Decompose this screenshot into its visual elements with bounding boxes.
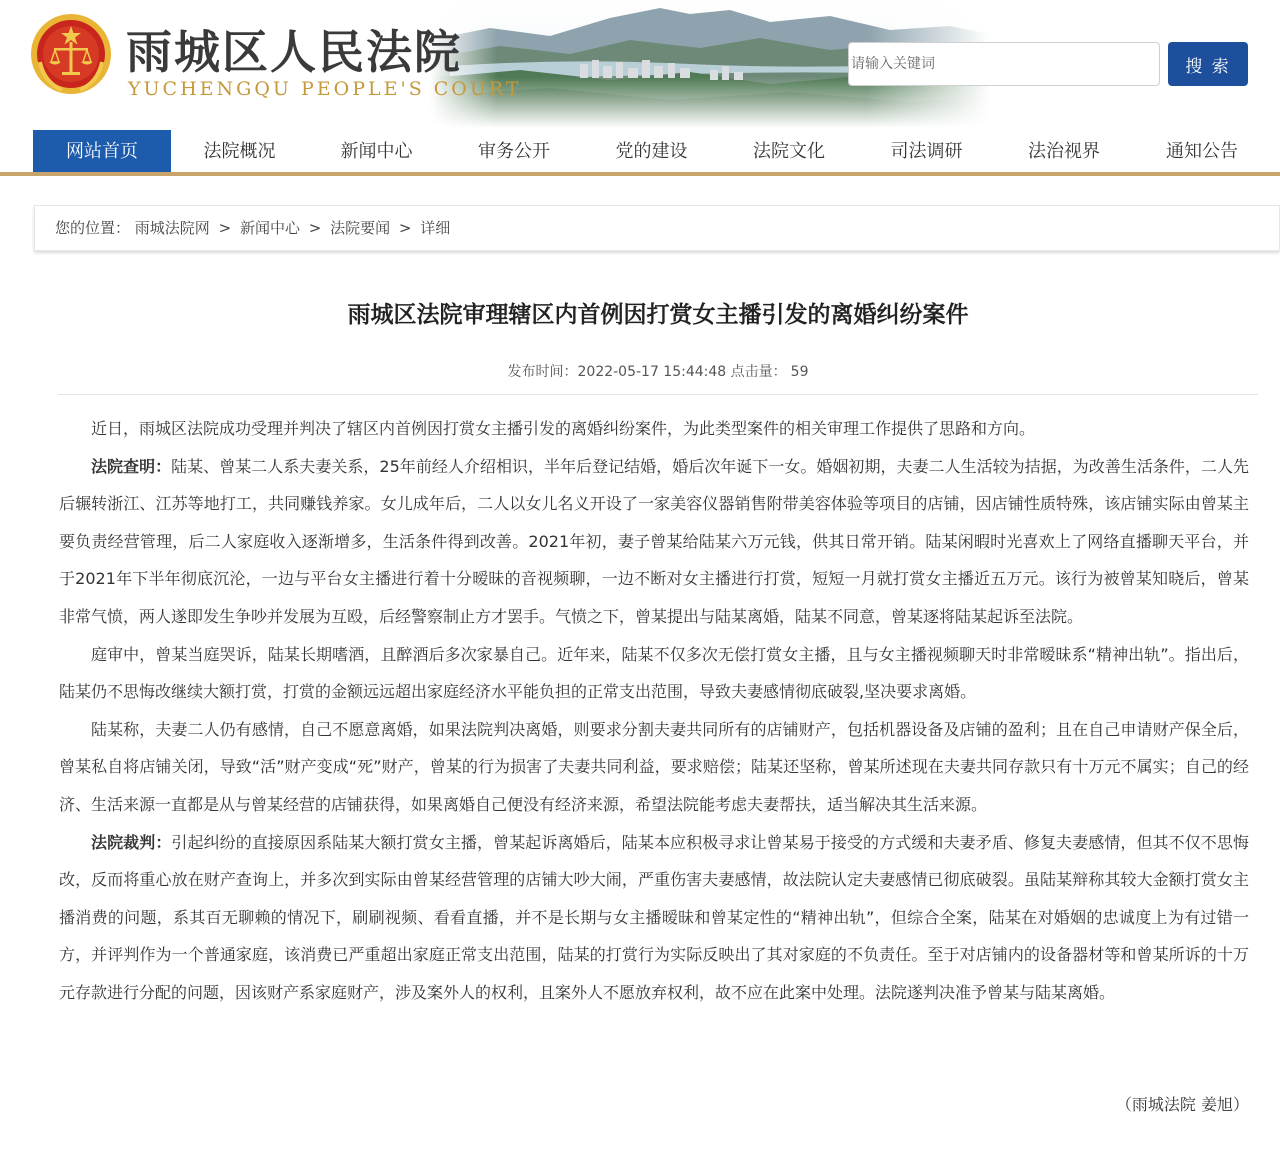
court-emblem-logo — [30, 12, 112, 98]
search-button[interactable]: 搜 索 — [1168, 42, 1248, 86]
article-paragraph — [59, 824, 1249, 1012]
click-count-label: 点击量： — [730, 364, 787, 380]
nav-item-court-culture[interactable]: 法院文化 — [753, 141, 825, 162]
nav-item-home[interactable]: 网站首页 — [33, 130, 171, 174]
article-paragraph — [59, 636, 1249, 711]
paragraph-text: 引起纠纷的直接原因系陆某大额打赏女主播，曾某起诉离婚后，陆某本应积极寻求让曾某易于接受的方式缓和夫妻矛盾、修复夫妻感情，但其不仅不思悔改，反而将重心放在财产查询上，并多次到实际由曾某经营管理的店铺大吵大闹，严重伤害夫妻感情，故法院认定夫妻感情已彻底破裂。虽陆某辩称其较大金额打赏女主播消费的问题，系其百无聊赖的情况下，刷刷视频、看看直播，并不是长期与女主播暧昧和曾某定性的“精神出轨”，但综合全案，陆某在对婚姻的忠诚度上为有过错一方，并评判作为一个普通家庭，该消费已严重超出家庭正常支出范围，陆某的打赏行为实际反映出了其对家庭的不负责任。至于对店铺内的设备器材等和曾某所诉的十万元存款进行分配的问题，因该财产系家庭财产，涉及案外人的权利，且案外人不愿放弃权利，故不应在此案中处理。法院遂判决准予曾某与陆某离婚。 — [59, 832, 1249, 1002]
site-title: 雨城区人民法院 — [126, 25, 462, 79]
site-header — [0, 0, 1280, 128]
article-paragraph — [59, 711, 1249, 824]
breadcrumb-item-news-center[interactable]: 新闻中心 — [239, 219, 300, 237]
paragraph-lead: 法院查明： — [91, 456, 172, 476]
paragraph-text: 近日，雨城区法院成功受理并判决了辖区内首例因打赏女主播引发的离婚纠纷案件，为此类型案件的相关审理工作提供了思路和方向。 — [91, 419, 1036, 438]
title-divider — [58, 394, 1258, 395]
nav-item-news-center[interactable]: 新闻中心 — [340, 141, 413, 162]
breadcrumb-item-court-news[interactable]: 法院要闻 — [330, 219, 391, 237]
nav-item-judicial-research[interactable]: 司法调研 — [890, 141, 963, 162]
article-paragraph — [59, 410, 1249, 448]
paragraph-text: 陆某称，夫妻二人仍有感情，自己不愿意离婚，如果法院判决离婚，则要求分割夫妻共同所有的店铺财产，包括机器设备及店铺的盈利；且在自己申请财产保全后，曾某私自将店铺关闭，导致“活”财产变成“死”财产，曾某的行为损害了夫妻共同利益，要求赔偿；陆某还坚称，曾某所述现在夫妻共同存款只有十万元不属实；自己的经济、生活来源一直都是从与曾某经营的店铺获得，如果离婚自己便没有经济来源，希望法院能考虑夫妻帮扶，适当解决其生活来源。 — [59, 719, 1249, 814]
breadcrumb-item-home[interactable]: 雨城法院网 — [134, 219, 210, 237]
breadcrumb-separator: > — [218, 219, 232, 237]
click-count: 59 — [790, 364, 809, 380]
breadcrumb-item-detail: 详细 — [420, 219, 451, 237]
nav-item-party-building[interactable]: 党的建设 — [615, 141, 688, 162]
paragraph-lead: 法院裁判： — [91, 832, 172, 852]
nav-underline-divider — [0, 172, 1280, 176]
site-subtitle: YUCHENGQU PEOPLE'S COURT — [128, 78, 522, 100]
paragraph-text: 陆某、曾某二人系夫妻关系，25年前经人介绍相识，半年后登记结婚，婚后次年诞下一女。婚姻初期，夫妻二人生活较为拮据，为改善生活条件，二人先后辗转浙江、江苏等地打工，共同赚钱养家。女儿成年后，二人以女儿名义开设了一家美容仪器销售附带美容体验等项目的店铺，因店铺性质特殊，该店铺实际由曾某主要负责经营管理，后二人家庭收入逐渐增多，生活条件得到改善。2021年初，妻子曾某给陆某六万元钱，供其日常开销。陆某闲暇时光喜欢上了网络直播聊天平台，并于2021年下半年彻底沉沦，一边与平台女主播进行着十分暧昧的音视频聊，一边不断对女主播进行打赏，短短一月就打赏女主播近五万元。该行为被曾某知晓后，曾某非常气愤，两人遂即发生争吵并发展为互殴，后经警察制止方才罢手。气愤之下，曾某提出与陆某离婚，陆某不同意，曾某逐将陆某起诉至法院。 — [59, 456, 1249, 626]
article-paragraph — [59, 448, 1249, 636]
nav-item-rule-of-law-vision[interactable]: 法治视界 — [1028, 141, 1100, 162]
breadcrumb-separator: > — [398, 219, 412, 237]
main-nav — [0, 130, 1280, 174]
publish-time-label: 发布时间： — [507, 364, 578, 380]
article-signature: （雨城法院 姜旭） — [1115, 1095, 1249, 1114]
nav-item-court-overview[interactable]: 法院概况 — [203, 141, 276, 162]
breadcrumb-prefix: 您的位置： — [55, 219, 131, 237]
breadcrumb — [34, 205, 1280, 251]
publish-time: 2022-05-17 15:44:48 — [577, 364, 727, 380]
article-title: 雨城区法院审理辖区内首例因打赏女主播引发的离婚纠纷案件 — [347, 302, 969, 328]
paragraph-text: 庭审中，曾某当庭哭诉，陆某长期嗜酒，且醉酒后多次家暴自己。近年来，陆某不仅多次无偿打赏女主播，且与女主播视频聊天时非常暧昧系“精神出轨”。指出后，陆某仍不思悔改继续大额打赏，打赏的金额远远超出家庭经济水平能负担的正常支出范围，导致夫妻感情彻底破裂,坚决要求离婚。 — [59, 644, 1249, 702]
breadcrumb-separator: > — [308, 219, 322, 237]
article-body — [59, 410, 1249, 1012]
article-meta — [0, 361, 1280, 381]
nav-item-notices[interactable]: 通知公告 — [1166, 141, 1238, 162]
search-input[interactable] — [848, 42, 1160, 86]
nav-item-trial-disclosure[interactable]: 审务公开 — [478, 141, 550, 162]
